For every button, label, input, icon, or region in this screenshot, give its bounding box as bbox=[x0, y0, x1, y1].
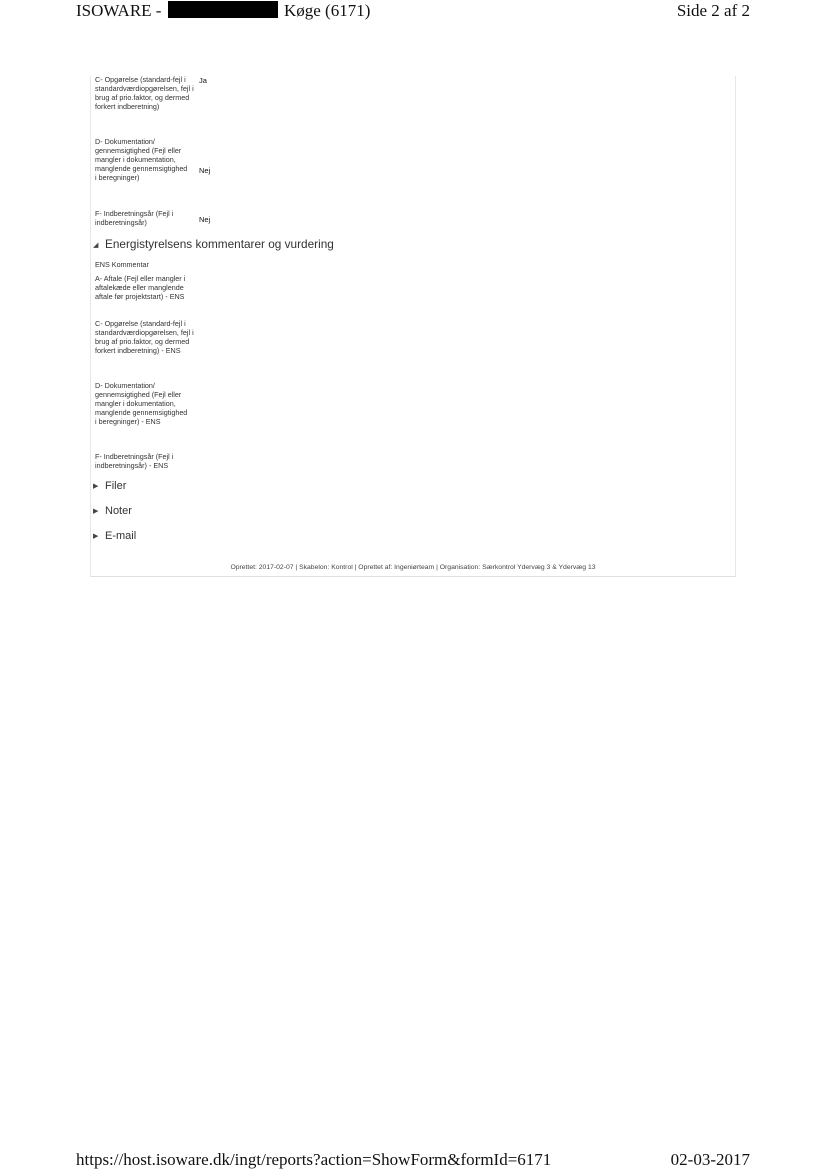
print-header bbox=[0, 0, 826, 28]
field-label: C- Opgørelse (standard-fejl i standardværdiopgørelsen, fejl i brug af prio.faktor, og dermed forkert indberetning) - ENS bbox=[95, 319, 194, 355]
print-title-suffix: Køge (6171) bbox=[283, 1, 371, 20]
ens-section-title: Energistyrelsens kommentarer og vurdering bbox=[105, 237, 334, 251]
field-label: F- Indberetningsår (Fejl i indberetningsår) - ENS bbox=[95, 452, 174, 470]
print-title bbox=[76, 1, 370, 21]
field-label: A- Aftale (Fejl eller mangler i aftalekæde eller manglende aftale før projektstart) - ENS bbox=[95, 274, 186, 301]
field-value: Ja bbox=[199, 76, 207, 85]
field-label: F- Indberetningsår (Fejl i indberetningsår) bbox=[95, 209, 174, 227]
ens-comment-label: ENS Kommentar bbox=[95, 260, 149, 269]
field-value: Nej bbox=[199, 166, 211, 175]
triangle-collapsed-icon: ▶ bbox=[93, 508, 99, 515]
field-label: C- Opgørelse (standard-fejl i standardværdiopgørelsen, fejl i brug af prio.faktor, og dermed forkert indberetning) bbox=[95, 75, 194, 111]
form-panel bbox=[90, 76, 736, 577]
field-label: D- Dokumentation/ gennemsigtighed (Fejl eller mangler i dokumentation, manglende gennemsigtighed i beregninger) - ENS bbox=[95, 381, 188, 426]
field-label: D- Dokumentation/ gennemsigtighed (Fejl eller mangler i dokumentation, manglende gennemsigtighed i beregninger) bbox=[95, 137, 188, 182]
ens-section-header[interactable] bbox=[93, 237, 334, 251]
section-email[interactable]: ▶ E-mail bbox=[93, 530, 137, 542]
triangle-collapsed-icon: ▶ bbox=[93, 483, 99, 490]
triangle-collapsed-icon: ▶ bbox=[93, 533, 99, 540]
field-value: Nej bbox=[199, 215, 211, 224]
page-number: Side 2 af 2 bbox=[676, 1, 750, 20]
section-notes[interactable]: ▶ Noter bbox=[93, 505, 132, 517]
section-files[interactable]: ▶ Filer bbox=[93, 480, 127, 492]
print-title-prefix: ISOWARE - bbox=[76, 1, 162, 20]
triangle-expanded-icon: ◢ bbox=[93, 242, 99, 249]
redaction-bar bbox=[168, 1, 278, 18]
print-date: 02-03-2017 bbox=[670, 1150, 750, 1169]
print-url: https://host.isoware.dk/ingt/reports?action=ShowForm&formId=6171 bbox=[76, 1150, 552, 1169]
form-meta-footer: Oprettet: 2017-02-07 | Skabelon: Kontrol | Oprettet af: Ingeniørteam | Organisation: Særkontrol Ydervæg 3 & Ydervæg 13 bbox=[230, 564, 596, 571]
